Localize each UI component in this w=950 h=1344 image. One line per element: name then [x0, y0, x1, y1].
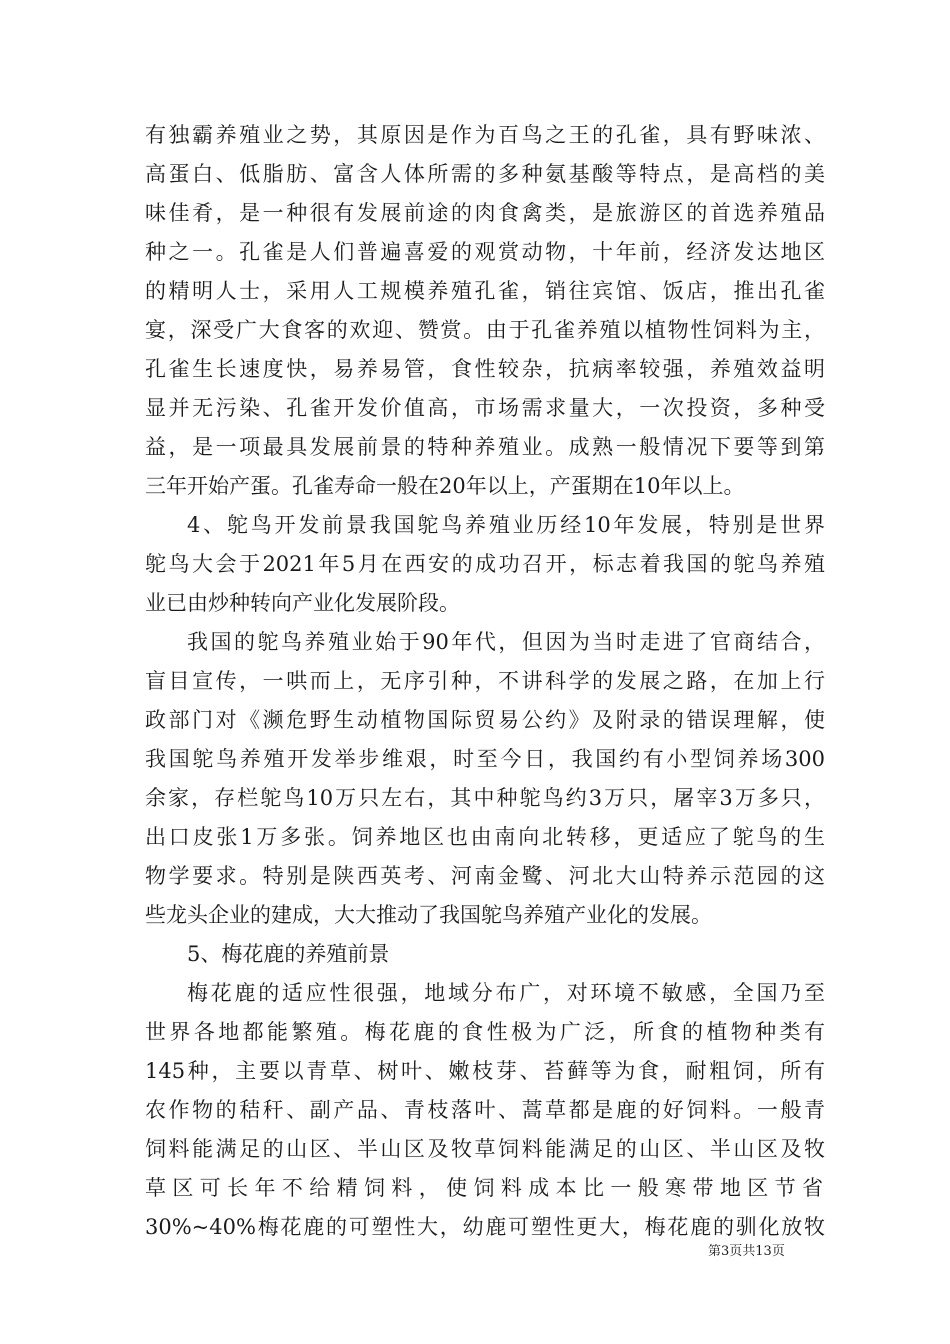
text-line: 的精明人士，采用人工规模养殖孔雀，销往宾馆、饭店，推出孔雀	[145, 279, 825, 303]
text-line: 业已由炒种转向产业化发展阶段。	[145, 591, 460, 615]
section-heading-sika-deer: 5、梅花鹿的养殖前景	[187, 942, 390, 966]
text-line: 我国鸵鸟养殖开发举步维艰，时至今日，我国约有小型饲养场300	[145, 747, 825, 771]
paragraph-start: 我国的鸵鸟养殖业始于90年代，但因为当时走进了官商结合，	[187, 630, 825, 654]
text-line: 有独霸养殖业之势，其原因是作为百鸟之王的孔雀，具有野味浓、	[145, 123, 825, 147]
text-line: 农作物的秸秆、副产品、青枝落叶、蒿草都是鹿的好饲料。一般青	[145, 1098, 825, 1122]
text-line: 鸵鸟大会于2021年5月在西安的成功召开，标志着我国的鸵鸟养殖	[145, 552, 825, 576]
text-line: 世界各地都能繁殖。梅花鹿的食性极为广泛，所食的植物种类有	[145, 1020, 825, 1044]
text-line: 出口皮张1万多张。饲养地区也由南向北转移，更适应了鸵鸟的生	[145, 825, 825, 849]
text-line: 益，是一项最具发展前景的特种养殖业。成熟一般情况下要等到第	[145, 435, 825, 459]
text-line: 政部门对《濒危野生动植物国际贸易公约》及附录的错误理解，使	[145, 708, 825, 732]
section-heading-ostrich: 4、鸵鸟开发前景我国鸵鸟养殖业历经10年发展，特别是世界	[187, 513, 825, 537]
text-line: 孔雀生长速度快，易养易管，食性较杂，抗病率较强，养殖效益明	[145, 357, 825, 381]
text-line: 饲料能满足的山区、半山区及牧草饲料能满足的山区、半山区及牧	[145, 1137, 825, 1161]
text-line: 物学要求。特别是陕西英考、河南金鹭、河北大山特养示范园的这	[145, 864, 825, 888]
text-line: 盲目宣传，一哄而上，无序引种，不讲科学的发展之路，在加上行	[145, 669, 825, 693]
paragraph-start: 梅花鹿的适应性很强，地域分布广，对环境不敏感，全国乃至	[187, 981, 825, 1005]
text-line: 高蛋白、低脂肪、富含人体所需的多种氨基酸等特点，是高档的美	[145, 162, 825, 186]
text-line: 145种，主要以青草、树叶、嫩枝芽、苔藓等为食，耐粗饲，所有	[145, 1059, 825, 1083]
text-line: 宴，深受广大食客的欢迎、赞赏。由于孔雀养殖以植物性饲料为主，	[145, 318, 825, 342]
text-line: 余家，存栏鸵鸟10万只左右，其中种鸵鸟约3万只，屠宰3万多只，	[145, 786, 825, 810]
document-body	[145, 116, 825, 1247]
text-line: 三年开始产蛋。孔雀寿命一般在20年以上，产蛋期在10年以上。	[145, 474, 745, 498]
text-line: 种之一。孔雀是人们普遍喜爱的观赏动物，十年前，经济发达地区	[145, 240, 825, 264]
text-line: 30%~40%梅花鹿的可塑性大，幼鹿可塑性更大，梅花鹿的驯化放牧	[145, 1215, 825, 1239]
page-number: 第3页共13页	[708, 1244, 785, 1259]
text-line: 草区可长年不给精饲料，使饲料成本比一般寒带地区节省	[145, 1176, 825, 1200]
text-line: 味佳肴，是一种很有发展前途的肉食禽类，是旅游区的首选养殖品	[145, 201, 825, 225]
text-line: 些龙头企业的建成，大大推动了我国鸵鸟养殖产业化的发展。	[145, 903, 712, 927]
text-line: 显并无污染、孔雀开发价值高，市场需求量大，一次投资，多种受	[145, 396, 825, 420]
